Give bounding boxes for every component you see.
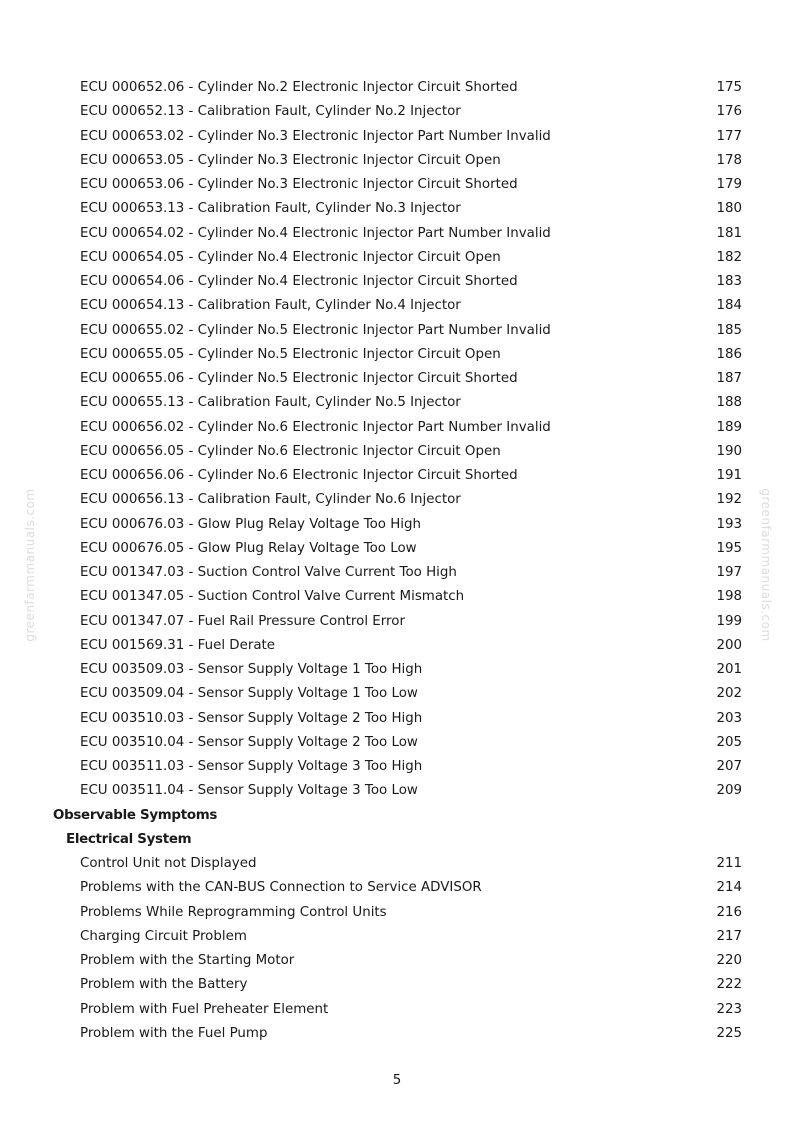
toc-entry[interactable]: [0, 100, 794, 124]
toc-entry[interactable]: [0, 76, 794, 100]
toc-entry-page[interactable]: 198: [716, 589, 742, 605]
toc-entry[interactable]: [0, 222, 794, 246]
toc-entry-page[interactable]: 200: [716, 637, 742, 653]
toc-entry-page[interactable]: 205: [716, 734, 742, 750]
toc-entry-page[interactable]: 220: [716, 953, 742, 968]
toc-entry-title[interactable]: ECU 000656.06 - Cylinder No.6 Electronic Injector Circuit Shorted: [80, 468, 518, 483]
toc-entry-title[interactable]: ECU 000655.05 - Cylinder No.5 Electronic Injector Circuit Open: [80, 346, 501, 362]
toc-entry-page[interactable]: 175: [716, 80, 742, 95]
toc-entry[interactable]: [0, 416, 794, 440]
toc-entry[interactable]: [0, 731, 794, 755]
toc-entry[interactable]: [0, 973, 794, 997]
toc-entry-page[interactable]: 216: [716, 904, 742, 920]
toc-entry[interactable]: [0, 173, 794, 197]
toc-entry[interactable]: [0, 270, 794, 294]
toc-entry-page[interactable]: 180: [716, 201, 742, 217]
toc-entry-title[interactable]: Control Unit not Displayed: [80, 856, 257, 871]
page-number: 5: [392, 1073, 402, 1088]
toc-entry-title[interactable]: ECU 001347.03 - Suction Control Valve Current Too High: [80, 565, 457, 580]
toc-entry-title[interactable]: Charging Circuit Problem: [80, 928, 247, 944]
toc-entry-title[interactable]: ECU 000652.13 - Calibration Fault, Cylinder No.2 Injector: [80, 104, 461, 120]
toc-entry-title[interactable]: ECU 001347.07 - Fuel Rail Pressure Control Error: [80, 613, 405, 629]
toc-list-electrical-system: [0, 852, 794, 1046]
toc-entry-title[interactable]: Problem with the Battery: [80, 977, 248, 993]
toc-entry-page[interactable]: 186: [716, 346, 742, 362]
toc-entry-page[interactable]: 202: [716, 686, 742, 702]
toc-entry-title[interactable]: ECU 000653.06 - Cylinder No.3 Electronic Injector Circuit Shorted: [80, 177, 518, 192]
toc-entry-title[interactable]: ECU 000654.06 - Cylinder No.4 Electronic Injector Circuit Shorted: [80, 274, 518, 289]
toc-entry[interactable]: [0, 998, 794, 1022]
toc-entry-page[interactable]: 184: [716, 298, 742, 314]
toc-entry-page[interactable]: 225: [716, 1025, 742, 1041]
toc-entry[interactable]: [0, 755, 794, 779]
toc-entry[interactable]: [0, 125, 794, 149]
toc-entry-title[interactable]: ECU 000654.13 - Calibration Fault, Cylinder No.4 Injector: [80, 298, 461, 314]
toc-entry-title[interactable]: ECU 001347.05 - Suction Control Valve Current Mismatch: [80, 589, 465, 605]
toc-entry-title[interactable]: ECU 000654.05 - Cylinder No.4 Electronic Injector Circuit Open: [80, 249, 501, 265]
toc-entry-title[interactable]: ECU 000653.05 - Cylinder No.3 Electronic Injector Circuit Open: [80, 152, 501, 168]
toc-entry-page[interactable]: 192: [716, 492, 742, 508]
toc-entry-page[interactable]: 188: [716, 395, 742, 411]
toc-entry[interactable]: [0, 949, 794, 973]
toc-entry[interactable]: [0, 852, 794, 876]
toc-entry-page[interactable]: 211: [716, 856, 742, 871]
toc-entry-page[interactable]: 203: [716, 710, 742, 726]
toc-entry[interactable]: [0, 707, 794, 731]
toc-entry-page[interactable]: 214: [716, 880, 742, 896]
toc-list-ecu-codes: [0, 76, 794, 804]
toc-entry-page[interactable]: 181: [716, 225, 742, 241]
toc-entry[interactable]: [0, 876, 794, 900]
toc-entry-page[interactable]: 191: [716, 468, 742, 483]
toc-entry-title[interactable]: Problem with the Fuel Pump: [80, 1025, 268, 1041]
toc-entry-page[interactable]: 187: [716, 371, 742, 386]
toc-entry-title[interactable]: ECU 000656.02 - Cylinder No.6 Electronic Injector Part Number Invalid: [80, 419, 551, 435]
toc-entry-title[interactable]: ECU 003511.03 - Sensor Supply Voltage 3 Too High: [80, 759, 423, 774]
subsection-heading-row: [0, 828, 794, 852]
toc-entry[interactable]: [0, 319, 794, 343]
toc-entry-title[interactable]: ECU 003509.03 - Sensor Supply Voltage 1 Too High: [80, 662, 423, 677]
toc-entry-page[interactable]: 179: [716, 177, 742, 192]
toc-entry-title[interactable]: ECU 003510.03 - Sensor Supply Voltage 2 Too High: [80, 710, 423, 726]
toc-entry[interactable]: [0, 901, 794, 925]
table-of-contents: [0, 76, 794, 1046]
toc-entry-page[interactable]: 193: [716, 516, 742, 532]
toc-entry-title[interactable]: Problems While Reprogramming Control Units: [80, 904, 387, 920]
toc-entry-title[interactable]: ECU 003511.04 - Sensor Supply Voltage 3 Too Low: [80, 783, 418, 799]
toc-entry-title[interactable]: ECU 000676.03 - Glow Plug Relay Voltage Too High: [80, 516, 422, 532]
toc-entry-title[interactable]: ECU 000655.13 - Calibration Fault, Cylinder No.5 Injector: [80, 395, 461, 411]
toc-entry-title[interactable]: ECU 003509.04 - Sensor Supply Voltage 1 Too Low: [80, 686, 418, 702]
toc-entry-title[interactable]: ECU 000676.05 - Glow Plug Relay Voltage Too Low: [80, 540, 417, 556]
toc-entry-title[interactable]: ECU 000652.06 - Cylinder No.2 Electronic Injector Circuit Shorted: [80, 80, 518, 95]
toc-entry[interactable]: [0, 925, 794, 949]
toc-entry[interactable]: [0, 197, 794, 221]
toc-entry-page[interactable]: 195: [716, 540, 742, 556]
toc-entry-page[interactable]: 217: [716, 928, 742, 944]
toc-entry-page[interactable]: 178: [716, 152, 742, 168]
toc-entry[interactable]: [0, 294, 794, 318]
toc-entry[interactable]: [0, 1022, 794, 1046]
toc-entry-page[interactable]: 182: [716, 249, 742, 265]
toc-entry-title[interactable]: ECU 001569.31 - Fuel Derate: [80, 637, 276, 653]
toc-entry[interactable]: [0, 367, 794, 391]
toc-entry[interactable]: [0, 779, 794, 803]
toc-entry[interactable]: [0, 658, 794, 682]
toc-entry-title[interactable]: ECU 000654.02 - Cylinder No.4 Electronic Injector Part Number Invalid: [80, 225, 551, 241]
toc-entry[interactable]: [0, 440, 794, 464]
toc-entry[interactable]: [0, 513, 794, 537]
toc-entry[interactable]: [0, 682, 794, 706]
section-heading[interactable]: Observable Symptoms: [53, 807, 218, 823]
toc-entry-page[interactable]: 207: [716, 759, 742, 774]
toc-entry-page[interactable]: 183: [716, 274, 742, 289]
toc-entry-page[interactable]: 176: [716, 104, 742, 120]
toc-entry-title[interactable]: ECU 003510.04 - Sensor Supply Voltage 2 Too Low: [80, 734, 418, 750]
toc-entry[interactable]: [0, 149, 794, 173]
toc-entry-title[interactable]: Problems with the CAN-BUS Connection to Service ADVISOR: [80, 880, 482, 896]
toc-entry-page[interactable]: 201: [716, 662, 742, 677]
toc-entry[interactable]: [0, 246, 794, 270]
toc-entry-title[interactable]: ECU 000653.13 - Calibration Fault, Cylinder No.3 Injector: [80, 201, 461, 217]
toc-entry[interactable]: [0, 343, 794, 367]
toc-entry-title[interactable]: Problem with the Starting Motor: [80, 953, 295, 968]
watermark-left: greenfarmmanuals.com: [23, 488, 37, 642]
toc-entry[interactable]: [0, 610, 794, 634]
section-heading-row: [0, 804, 794, 828]
toc-entry-title[interactable]: ECU 000656.13 - Calibration Fault, Cylinder No.6 Injector: [80, 492, 461, 508]
toc-entry[interactable]: [0, 537, 794, 561]
toc-entry-page[interactable]: 189: [716, 419, 742, 435]
toc-entry-page[interactable]: 199: [716, 613, 742, 629]
toc-entry-page[interactable]: 185: [716, 322, 742, 338]
toc-entry[interactable]: [0, 464, 794, 488]
toc-entry[interactable]: [0, 488, 794, 512]
toc-entry-page[interactable]: 223: [716, 1001, 742, 1017]
toc-entry-title[interactable]: ECU 000656.05 - Cylinder No.6 Electronic Injector Circuit Open: [80, 443, 501, 459]
toc-entry-page[interactable]: 190: [716, 443, 742, 459]
toc-entry-page[interactable]: 177: [716, 128, 742, 144]
toc-entry-title[interactable]: ECU 000653.02 - Cylinder No.3 Electronic Injector Part Number Invalid: [80, 128, 551, 144]
toc-entry-title[interactable]: ECU 000655.02 - Cylinder No.5 Electronic Injector Part Number Invalid: [80, 322, 551, 338]
toc-entry[interactable]: [0, 391, 794, 415]
watermark-right: greenfarmmanuals.com: [759, 488, 773, 642]
toc-entry[interactable]: [0, 561, 794, 585]
toc-entry-page[interactable]: 209: [716, 783, 742, 799]
toc-entry-title[interactable]: Problem with Fuel Preheater Element: [80, 1001, 329, 1017]
subsection-heading[interactable]: Electrical System: [66, 831, 192, 847]
toc-entry[interactable]: [0, 585, 794, 609]
toc-entry-page[interactable]: 197: [716, 565, 742, 580]
toc-entry-title[interactable]: ECU 000655.06 - Cylinder No.5 Electronic Injector Circuit Shorted: [80, 371, 518, 386]
toc-entry[interactable]: [0, 634, 794, 658]
toc-entry-page[interactable]: 222: [716, 977, 742, 993]
